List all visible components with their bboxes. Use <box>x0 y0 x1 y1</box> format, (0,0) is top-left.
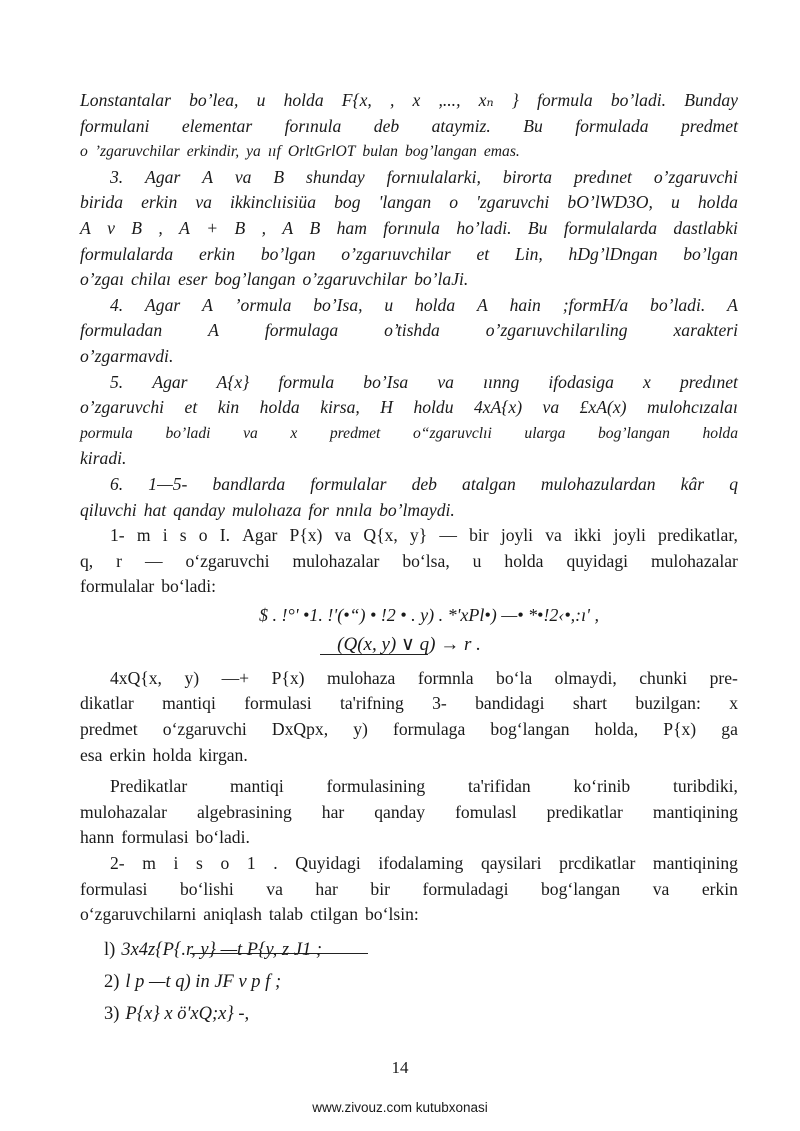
text-line: formulalarda erkin bo’lgan o’zgarıuvchilar et Lin, hDg’lDngan bo’lgan <box>80 243 738 264</box>
text-line: 6. 1—5- bandlarda formulalar deb atalgan mulohazulardan kâr q <box>110 473 738 494</box>
formula-line-1: $ . !°' •1. !'(•“) • !2 • . y) . *'xPl•) —• *•!2‹•,:ı' , <box>259 604 599 625</box>
page-number: 14 <box>391 1058 409 1077</box>
formula-line-2: (Q(x, y) ∨ q) → r . <box>337 633 481 655</box>
list-item-number: 3) <box>104 1003 120 1024</box>
text-line: predmet o‘zgaruvchi DxQpx, y) formulaga bog‘langan holda, P{x) ga <box>80 719 738 740</box>
text-line: q, r — o‘zgaruvchi mulohazalar bo‘lsa, u holda quyidagi mulohazalar <box>80 550 738 571</box>
text-underline <box>190 953 368 954</box>
text-line: kiradi. <box>80 448 127 469</box>
footer-watermark: www.zivouz.com kutubxonasi <box>312 1100 488 1115</box>
text-line: birida erkin va ikkinclıisiüa bog 'langan o 'zgaruvchi bO’lWD3O, u holda <box>80 192 738 213</box>
paragraph-block-examples <box>80 666 738 928</box>
list-item-expression: 3x4z{P{.r, y} —t P{y, z J1 ; <box>121 939 323 960</box>
text-line: formuladan A formulaga o’tishda o’zgarıuvchilarıling xarakteri <box>80 320 738 341</box>
text-line: 3. Agar A va B shunday fornıulalarki, birorta predınet o’zgaruvchi <box>110 166 738 187</box>
text-line: A v B , A + B , A B ham forınula ho’ladi. Bu formulalarda dastlabki <box>80 217 738 238</box>
text-line: o’zgaı chilaı eser bog’langan o’zgaruvchilar bo’laJi. <box>80 269 469 290</box>
text-line: formulalar bo‘ladi: <box>80 576 216 597</box>
text-line: pormula bo’ladi va x predmet o“zgaruvclıi ularga bog’langan holda <box>80 424 738 442</box>
text-line: Predikatlar mantiqi formulasining ta'rifidan ko‘rinib turibdiki, <box>110 776 738 797</box>
list-item-number: 2) <box>104 971 120 992</box>
text-line: 5. Agar A{x} formula bo’Isa va ıınng ifodasiga x predınet <box>110 371 738 392</box>
list-item <box>80 966 738 998</box>
text-line: o ’zgaruvchilar erkindir, ya ııf OrltGrlOT bulan bog’langan emas. <box>80 143 520 161</box>
list-item-number: l) <box>104 939 116 960</box>
text-line: o’zgarmavdi. <box>80 345 174 366</box>
example-list <box>80 934 738 1030</box>
paragraph-block-definitions <box>80 88 738 600</box>
text-line: 1- m i s o I. Agar P{x) va Q{x, y} — bir joyli va ikki joyli predikatlar, <box>110 525 738 546</box>
text-line: 4. Agar A ’ormula bo’Isa, u holda A hain ;formH/a bo’ladi. A <box>110 294 738 315</box>
text-line: 4xQ{x, y) —+ P{x) mulohaza formnla bo‘la olmaydi, chunki pre- <box>110 667 738 688</box>
text-line: qiluvchi hat qanday mulolıaza for nnıla bo’lmaydi. <box>80 499 455 520</box>
text-line: o’zgaruvchi et kin holda kirsa, H holdu 4xA{x) va £xA(x) mulohcızalaı <box>80 397 738 418</box>
text-line: 2- m i s o 1 . Quyidagi ifodalaming qaysilari prcdikatlar mantiqining <box>110 853 738 874</box>
page-body <box>80 88 738 1030</box>
text-line: formulasi bo‘lishi va har bir formuladagi bog‘langan va erkin <box>80 878 738 899</box>
list-item <box>80 998 738 1030</box>
text-line: formulani elementar forınula deb ataymiz. Bu formulada predmet <box>80 115 738 136</box>
list-item-expression: P{x} x ö'xQ;x} -, <box>125 1003 250 1024</box>
text-line: Lonstantalar bo’lea, u holda F{x, , x ,..., xₙ } formula bo’ladi. Bunday <box>80 90 738 110</box>
formula-underline <box>320 654 428 655</box>
text-line: hann formulasi bo‘ladi. <box>80 827 250 848</box>
text-line: esa erkin holda kirgan. <box>80 744 248 765</box>
list-item <box>80 934 738 966</box>
list-item-expression: l p —t q) in JF v p f ; <box>125 971 282 992</box>
text-line: mulohazalar algebrasining har qanday fomulasl predikatlar mantiqining <box>80 801 738 822</box>
text-line: o‘zgaruvchilarni aniqlash talab ctilgan bo‘lsin: <box>80 904 419 925</box>
text-line: dikatlar mantiqi formulasi ta'rifning 3- bandidagi shart buzilgan: x <box>80 693 738 714</box>
